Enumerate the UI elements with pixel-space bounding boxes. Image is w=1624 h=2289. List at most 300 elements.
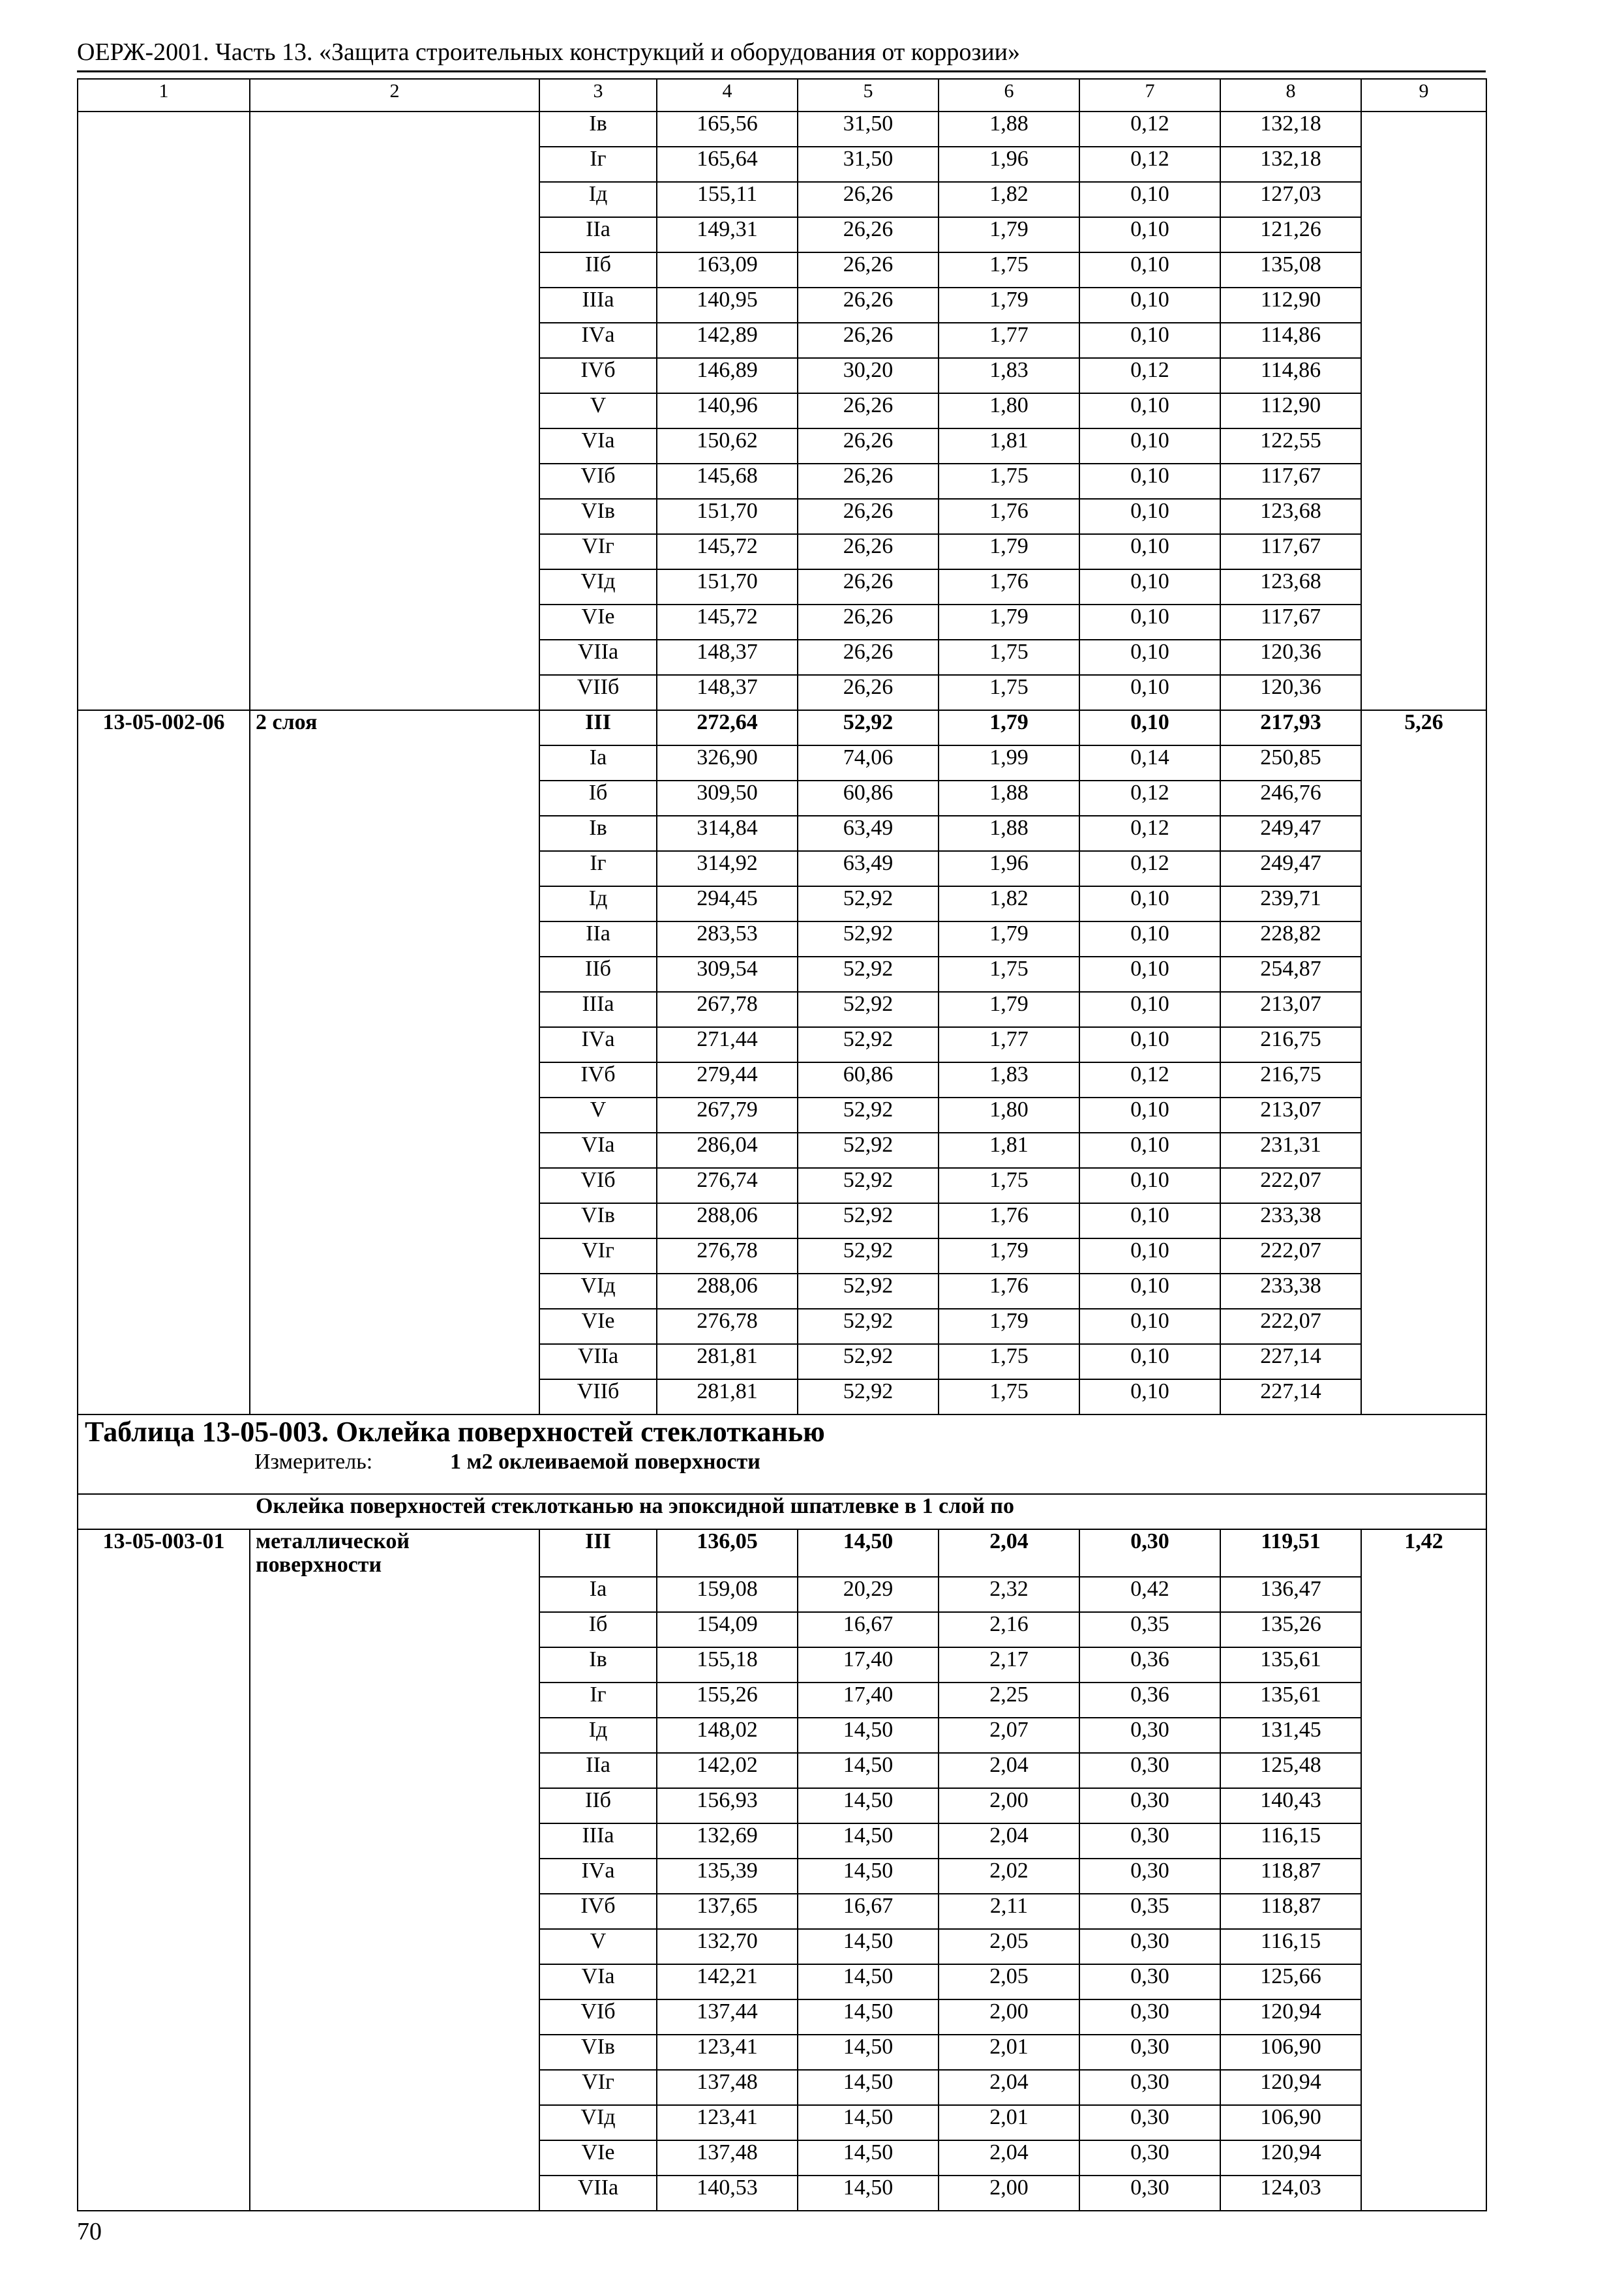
- table-cell: 0,10: [1079, 957, 1220, 992]
- table-cell: 52,92: [798, 957, 939, 992]
- name-cell: [250, 781, 539, 816]
- table-cell: 216,75: [1220, 1062, 1361, 1098]
- table-cell: 125,66: [1220, 1964, 1361, 1999]
- code-cell: [78, 2176, 250, 2211]
- code-cell: [78, 1612, 250, 1647]
- table-cell: 0,10: [1079, 1274, 1220, 1309]
- code-cell: [78, 957, 250, 992]
- table-cell: 74,06: [798, 745, 939, 781]
- table-cell: 0,30: [1079, 2035, 1220, 2070]
- table-row: [78, 1718, 1486, 1753]
- name-cell: [250, 1098, 539, 1133]
- table-cell: VIа: [539, 1964, 657, 1999]
- code-cell: [78, 569, 250, 605]
- name-cell: [250, 1964, 539, 1999]
- table-cell: 122,55: [1220, 428, 1361, 464]
- table-cell: 26,26: [798, 182, 939, 217]
- table-cell: 52,92: [798, 1203, 939, 1238]
- code-cell: [78, 288, 250, 323]
- name-cell: [250, 675, 539, 710]
- col9-cell: [1361, 816, 1486, 851]
- table-cell: 60,86: [798, 1062, 939, 1098]
- table-cell: 309,54: [657, 957, 798, 992]
- col9-cell: [1361, 1344, 1486, 1379]
- col9-cell: 5,26: [1361, 710, 1486, 745]
- header-rule: [77, 70, 1486, 72]
- table-cell: 14,50: [798, 2070, 939, 2105]
- code-cell: [78, 1753, 250, 1788]
- name-cell: [250, 1823, 539, 1859]
- column-number: 1: [78, 79, 250, 112]
- table-cell: IIа: [539, 217, 657, 252]
- col9-cell: [1361, 851, 1486, 886]
- table-cell: 52,92: [798, 1309, 939, 1344]
- name-cell: [250, 358, 539, 393]
- code-cell: [78, 323, 250, 358]
- table-cell: IIб: [539, 252, 657, 288]
- col9-cell: [1361, 1203, 1486, 1238]
- col9-cell: [1361, 1788, 1486, 1823]
- table-cell: 26,26: [798, 464, 939, 499]
- col9-cell: [1361, 534, 1486, 569]
- table-cell: 2,11: [939, 1894, 1079, 1929]
- code-cell: [78, 2105, 250, 2140]
- column-number: 6: [939, 79, 1079, 112]
- table-row: [78, 1203, 1486, 1238]
- table-cell: 0,10: [1079, 182, 1220, 217]
- table-cell: 2,00: [939, 1788, 1079, 1823]
- table-cell: VIIб: [539, 1379, 657, 1414]
- name-cell: [250, 217, 539, 252]
- table-cell: 0,10: [1079, 569, 1220, 605]
- code-cell: [78, 1133, 250, 1168]
- name-cell: [250, 1027, 539, 1062]
- table-cell: 0,30: [1079, 1929, 1220, 1964]
- name-cell: [250, 1274, 539, 1309]
- code-cell: [78, 1379, 250, 1414]
- column-number: 7: [1079, 79, 1220, 112]
- table-cell: 0,12: [1079, 112, 1220, 147]
- table-cell: 288,06: [657, 1203, 798, 1238]
- table-row: [78, 217, 1486, 252]
- table-cell: Iв: [539, 816, 657, 851]
- table-cell: 213,07: [1220, 992, 1361, 1027]
- table-cell: 114,86: [1220, 358, 1361, 393]
- name-cell: [250, 1753, 539, 1788]
- name-cell: [250, 1718, 539, 1753]
- name-cell: [250, 393, 539, 428]
- table-cell: 2,04: [939, 2070, 1079, 2105]
- col9-cell: [1361, 886, 1486, 921]
- table-cell: 1,81: [939, 428, 1079, 464]
- name-cell: [250, 1929, 539, 1964]
- table-cell: 0,10: [1079, 1203, 1220, 1238]
- table-cell: 222,07: [1220, 1168, 1361, 1203]
- table-cell: IIIа: [539, 1823, 657, 1859]
- table-cell: 63,49: [798, 851, 939, 886]
- table-cell: 2,05: [939, 1929, 1079, 1964]
- code-cell: [78, 1098, 250, 1133]
- table-row: [78, 252, 1486, 288]
- table-cell: 0,10: [1079, 921, 1220, 957]
- table-cell: 1,81: [939, 1133, 1079, 1168]
- name-cell: [250, 2105, 539, 2140]
- table-row: [78, 2105, 1486, 2140]
- col9-cell: [1361, 182, 1486, 217]
- name-cell: [250, 2140, 539, 2176]
- table-cell: 159,08: [657, 1577, 798, 1612]
- table-row: [78, 569, 1486, 605]
- table-cell: VIв: [539, 1203, 657, 1238]
- table-row: [78, 1929, 1486, 1964]
- table-cell: 26,26: [798, 393, 939, 428]
- table-cell: 0,10: [1079, 217, 1220, 252]
- table-cell: 0,30: [1079, 1718, 1220, 1753]
- col9-cell: [1361, 217, 1486, 252]
- table-cell: 267,78: [657, 992, 798, 1027]
- table-cell: 0,10: [1079, 499, 1220, 534]
- table-cell: 0,10: [1079, 252, 1220, 288]
- table-cell: VIд: [539, 569, 657, 605]
- table-row: [78, 675, 1486, 710]
- table-cell: 0,30: [1079, 1753, 1220, 1788]
- table-row: [78, 1379, 1486, 1414]
- table-cell: 116,15: [1220, 1929, 1361, 1964]
- table-cell: VIе: [539, 2140, 657, 2176]
- table-cell: 2,32: [939, 1577, 1079, 1612]
- table-cell: 249,47: [1220, 851, 1361, 886]
- table-cell: 14,50: [798, 1529, 939, 1577]
- table-cell: 1,99: [939, 745, 1079, 781]
- name-cell: [250, 1859, 539, 1894]
- code-cell: [78, 112, 250, 147]
- table-cell: 283,53: [657, 921, 798, 957]
- table-cell: 1,88: [939, 781, 1079, 816]
- table-cell: 254,87: [1220, 957, 1361, 992]
- table-row: [78, 1577, 1486, 1612]
- table-cell: 26,26: [798, 288, 939, 323]
- table-row: [78, 1027, 1486, 1062]
- table-row: [78, 1238, 1486, 1274]
- table-cell: 2,04: [939, 1529, 1079, 1577]
- table-cell: 135,61: [1220, 1683, 1361, 1718]
- table-row: [78, 534, 1486, 569]
- code-cell: [78, 886, 250, 921]
- code-cell: [78, 2070, 250, 2105]
- col9-cell: [1361, 1577, 1486, 1612]
- col9-cell: [1361, 1823, 1486, 1859]
- table-cell: 2,00: [939, 2176, 1079, 2211]
- table-cell: 132,70: [657, 1929, 798, 1964]
- name-cell: [250, 428, 539, 464]
- col9-cell: [1361, 1647, 1486, 1683]
- table-cell: 52,92: [798, 1238, 939, 1274]
- table-row: [78, 1612, 1486, 1647]
- name-cell: [250, 182, 539, 217]
- name-cell: [250, 745, 539, 781]
- table-cell: 0,10: [1079, 710, 1220, 745]
- table-cell: 52,92: [798, 992, 939, 1027]
- table-cell: 119,51: [1220, 1529, 1361, 1577]
- table-cell: 0,30: [1079, 2176, 1220, 2211]
- col9-cell: [1361, 1309, 1486, 1344]
- name-cell: [250, 2176, 539, 2211]
- table-cell: 52,92: [798, 1098, 939, 1133]
- table-cell: 1,82: [939, 182, 1079, 217]
- code-cell: [78, 534, 250, 569]
- table-cell: 1,76: [939, 1274, 1079, 1309]
- table-cell: VIб: [539, 464, 657, 499]
- table-cell: 281,81: [657, 1379, 798, 1414]
- table-cell: Iв: [539, 112, 657, 147]
- table-cell: 106,90: [1220, 2035, 1361, 2070]
- name-cell: [250, 147, 539, 182]
- table-cell: 314,84: [657, 816, 798, 851]
- table-cell: 165,56: [657, 112, 798, 147]
- table-cell: 1,75: [939, 1168, 1079, 1203]
- table-row: [78, 1964, 1486, 1999]
- table-cell: IVб: [539, 1062, 657, 1098]
- table-cell: 148,37: [657, 675, 798, 710]
- name-cell: [250, 2035, 539, 2070]
- table-cell: 1,75: [939, 1344, 1079, 1379]
- table-cell: 14,50: [798, 1753, 939, 1788]
- code-cell: [78, 921, 250, 957]
- table-cell: 14,50: [798, 2176, 939, 2211]
- table-row: [78, 1529, 1486, 1577]
- table-row: [78, 957, 1486, 992]
- measure-label: Измеритель:: [254, 1450, 373, 1474]
- table-cell: IIIа: [539, 992, 657, 1027]
- table-cell: 17,40: [798, 1647, 939, 1683]
- table-row: [78, 1683, 1486, 1718]
- code-cell: [78, 1027, 250, 1062]
- table-cell: 0,35: [1079, 1612, 1220, 1647]
- table-cell: 1,79: [939, 710, 1079, 745]
- table-cell: Iд: [539, 182, 657, 217]
- table-cell: 1,79: [939, 217, 1079, 252]
- table-row: [78, 992, 1486, 1027]
- table-cell: 26,26: [798, 252, 939, 288]
- table-cell: 31,50: [798, 112, 939, 147]
- section-row: [78, 1494, 1486, 1529]
- table-row: [78, 2176, 1486, 2211]
- table-cell: IIIа: [539, 288, 657, 323]
- table-row: [78, 1309, 1486, 1344]
- table-cell: 0,30: [1079, 1999, 1220, 2035]
- col9-cell: [1361, 499, 1486, 534]
- table-cell: 267,79: [657, 1098, 798, 1133]
- table-cell: 112,90: [1220, 393, 1361, 428]
- column-number: 3: [539, 79, 657, 112]
- col9-cell: [1361, 1999, 1486, 2035]
- table2-header: [78, 1414, 1486, 1494]
- col9-cell: [1361, 1612, 1486, 1647]
- table-cell: 120,36: [1220, 675, 1361, 710]
- code-cell: [78, 393, 250, 428]
- code-cell: [78, 1823, 250, 1859]
- table-cell: 2,16: [939, 1612, 1079, 1647]
- table-cell: 163,09: [657, 252, 798, 288]
- table-cell: 63,49: [798, 816, 939, 851]
- table-cell: 0,42: [1079, 1577, 1220, 1612]
- table-cell: 135,08: [1220, 252, 1361, 288]
- table-cell: 216,75: [1220, 1027, 1361, 1062]
- table-cell: 0,36: [1079, 1647, 1220, 1683]
- table-cell: 0,30: [1079, 1823, 1220, 1859]
- name-cell: [250, 992, 539, 1027]
- name-cell: [250, 1379, 539, 1414]
- table-cell: 1,79: [939, 1309, 1079, 1344]
- col9-cell: [1361, 2070, 1486, 2105]
- table-cell: 1,79: [939, 992, 1079, 1027]
- table-row: [78, 1133, 1486, 1168]
- table-cell: 14,50: [798, 1788, 939, 1823]
- table-cell: 0,30: [1079, 1859, 1220, 1894]
- table-cell: 276,78: [657, 1309, 798, 1344]
- table2-header-row: [78, 1414, 1486, 1494]
- table-cell: 1,88: [939, 816, 1079, 851]
- table-cell: 0,30: [1079, 2140, 1220, 2176]
- name-cell: [250, 112, 539, 147]
- table-cell: 0,30: [1079, 1788, 1220, 1823]
- table-cell: 0,30: [1079, 1529, 1220, 1577]
- table-row: [78, 1894, 1486, 1929]
- table-cell: 60,86: [798, 781, 939, 816]
- table-cell: 0,30: [1079, 2070, 1220, 2105]
- table-cell: 52,92: [798, 1379, 939, 1414]
- table-cell: 123,68: [1220, 569, 1361, 605]
- table-cell: 156,93: [657, 1788, 798, 1823]
- page-header: ОЕРЖ-2001. Часть 13. «Защита строительных конструкций и оборудования от коррозии»: [77, 38, 1021, 66]
- code-cell: [78, 781, 250, 816]
- table-cell: 233,38: [1220, 1203, 1361, 1238]
- table-cell: 114,86: [1220, 323, 1361, 358]
- col9-cell: [1361, 112, 1486, 147]
- table-cell: VIIа: [539, 1344, 657, 1379]
- table-cell: 1,83: [939, 1062, 1079, 1098]
- table-cell: Iг: [539, 851, 657, 886]
- column-number: 8: [1220, 79, 1361, 112]
- table-row: [78, 640, 1486, 675]
- table-cell: 26,26: [798, 675, 939, 710]
- code-cell: [78, 217, 250, 252]
- table-cell: Iд: [539, 886, 657, 921]
- table-row: [78, 921, 1486, 957]
- table-cell: 118,87: [1220, 1859, 1361, 1894]
- table-cell: 1,79: [939, 921, 1079, 957]
- table-cell: Iб: [539, 1612, 657, 1647]
- code-cell: [78, 1062, 250, 1098]
- measure-row: [85, 1449, 1486, 1475]
- col9-cell: [1361, 1027, 1486, 1062]
- table-cell: 1,79: [939, 605, 1079, 640]
- table-cell: Iв: [539, 1647, 657, 1683]
- col9-cell: [1361, 2035, 1486, 2070]
- code-cell: [78, 1168, 250, 1203]
- col9-cell: [1361, 1274, 1486, 1309]
- table-row: [78, 182, 1486, 217]
- col9-cell: [1361, 1133, 1486, 1168]
- table-cell: 52,92: [798, 1133, 939, 1168]
- table-cell: 272,64: [657, 710, 798, 745]
- col9-cell: [1361, 1894, 1486, 1929]
- table-cell: 0,10: [1079, 1379, 1220, 1414]
- name-cell: [250, 464, 539, 499]
- col9-cell: [1361, 605, 1486, 640]
- code-cell: [78, 745, 250, 781]
- code-cell: [78, 1238, 250, 1274]
- col9-cell: [1361, 464, 1486, 499]
- name-cell: [250, 921, 539, 957]
- table-cell: 145,68: [657, 464, 798, 499]
- table-cell: 155,26: [657, 1683, 798, 1718]
- measure-value: 1 м2 оклеиваемой поверхности: [450, 1450, 760, 1474]
- name-cell: [250, 886, 539, 921]
- table-cell: VIIа: [539, 2176, 657, 2211]
- name-cell: [250, 2070, 539, 2105]
- table-cell: 120,94: [1220, 2070, 1361, 2105]
- column-number: 5: [798, 79, 939, 112]
- table-cell: V: [539, 1098, 657, 1133]
- code-cell: 13-05-003-01: [78, 1529, 250, 1577]
- table-cell: 286,04: [657, 1133, 798, 1168]
- table-cell: 233,38: [1220, 1274, 1361, 1309]
- name-cell: [250, 1683, 539, 1718]
- table-cell: 117,67: [1220, 534, 1361, 569]
- table-row: [78, 2035, 1486, 2070]
- table-cell: 155,11: [657, 182, 798, 217]
- col9-cell: [1361, 1379, 1486, 1414]
- table-cell: 14,50: [798, 1999, 939, 2035]
- table-row: [78, 428, 1486, 464]
- code-cell: [78, 1718, 250, 1753]
- table-cell: 137,65: [657, 1894, 798, 1929]
- table-cell: 1,75: [939, 640, 1079, 675]
- name-cell: [250, 323, 539, 358]
- table-cell: IIа: [539, 1753, 657, 1788]
- table-row: [78, 2070, 1486, 2105]
- table-cell: 14,50: [798, 1859, 939, 1894]
- col9-cell: [1361, 147, 1486, 182]
- table-cell: 0,10: [1079, 464, 1220, 499]
- table-row: [78, 816, 1486, 851]
- col9-cell: [1361, 1062, 1486, 1098]
- col9-cell: [1361, 358, 1486, 393]
- table-cell: 26,26: [798, 640, 939, 675]
- table-cell: 0,12: [1079, 358, 1220, 393]
- table-row: [78, 1274, 1486, 1309]
- table-cell: 120,36: [1220, 640, 1361, 675]
- table-cell: 314,92: [657, 851, 798, 886]
- table-cell: 116,15: [1220, 1823, 1361, 1859]
- table-cell: 140,43: [1220, 1788, 1361, 1823]
- table-cell: 0,36: [1079, 1683, 1220, 1718]
- code-cell: [78, 358, 250, 393]
- table-cell: 0,10: [1079, 534, 1220, 569]
- table-cell: 279,44: [657, 1062, 798, 1098]
- table-cell: 249,47: [1220, 816, 1361, 851]
- col9-cell: [1361, 1753, 1486, 1788]
- table-cell: 16,67: [798, 1612, 939, 1647]
- table-cell: 151,70: [657, 569, 798, 605]
- column-number: 2: [250, 79, 539, 112]
- col9-cell: [1361, 1683, 1486, 1718]
- table-cell: 250,85: [1220, 745, 1361, 781]
- table-cell: 0,10: [1079, 1344, 1220, 1379]
- col9-cell: [1361, 393, 1486, 428]
- code-cell: [78, 1788, 250, 1823]
